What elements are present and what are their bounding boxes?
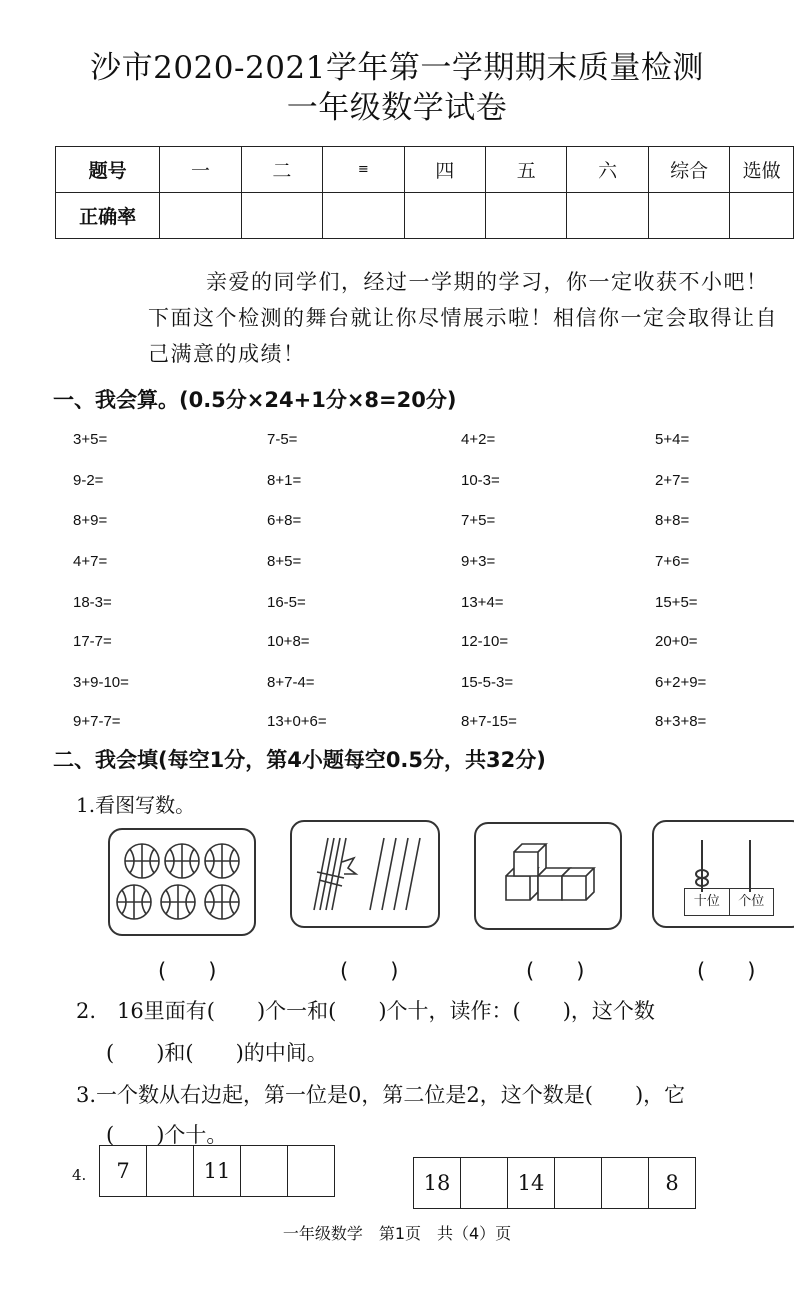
calc-problem[interactable]: 9+3= xyxy=(461,553,496,570)
calc-problem[interactable]: 8+3+8= xyxy=(655,713,707,730)
ones-place-label: 个位 xyxy=(738,894,765,909)
sequence-blank-cell[interactable] xyxy=(288,1146,335,1197)
score-col-6: 六 xyxy=(567,147,648,193)
score-cell[interactable] xyxy=(730,193,794,239)
q2-line1: 2. 16里面有( )个一和( )个十，读作：( )，这个数 xyxy=(76,999,655,1023)
score-table-header-row xyxy=(56,147,794,193)
basketball-picture xyxy=(108,828,256,936)
calc-problem[interactable]: 8+7-4= xyxy=(267,674,315,691)
calc-problem[interactable]: 17-7= xyxy=(73,633,112,650)
score-cell[interactable] xyxy=(323,193,404,239)
sequence-cell: 7 xyxy=(100,1146,147,1197)
sticks-bundle-icon xyxy=(292,822,438,926)
sequence-cell: 18 xyxy=(414,1158,461,1209)
sequence-blank-cell[interactable] xyxy=(241,1146,288,1197)
score-col-4: 四 xyxy=(404,147,485,193)
intro-paragraph: 亲爱的同学们，经过一学期的学习，你一定收获不小吧！下面这个检测的舞台就让你尽情展示啦！相信你一定会取得让自己满意的成绩！ xyxy=(148,270,778,366)
calc-problem[interactable]: 10-3= xyxy=(461,472,500,489)
calc-problem[interactable]: 8+1= xyxy=(267,472,302,489)
calc-problem[interactable]: 3+5= xyxy=(73,431,108,448)
score-cell[interactable] xyxy=(160,193,241,239)
calc-problem[interactable]: 18-3= xyxy=(73,594,112,611)
calc-problem[interactable]: 4+2= xyxy=(461,431,496,448)
calc-problem[interactable]: 6+8= xyxy=(267,512,302,529)
q1-answer-blank[interactable]: ( ) xyxy=(340,959,399,983)
calc-problem[interactable]: 12-10= xyxy=(461,633,509,650)
calc-problem[interactable]: 5+4= xyxy=(655,431,690,448)
number-sequence-2 xyxy=(413,1157,696,1209)
score-col-1: 一 xyxy=(160,147,241,193)
calc-problem[interactable]: 8+8= xyxy=(655,512,690,529)
section1-heading: 一、我会算。(0.5分×24+1分×8=20分) xyxy=(53,388,457,412)
calc-problem[interactable]: 10+8= xyxy=(267,633,310,650)
sequence-blank-cell[interactable] xyxy=(555,1158,602,1209)
q2-line2: ( )和( )的中间。 xyxy=(106,1041,328,1065)
score-col-5: 五 xyxy=(485,147,566,193)
score-row-label: 正确率 xyxy=(56,193,160,239)
cubes-icon xyxy=(476,824,620,928)
q3-line2: ( )个十。 xyxy=(106,1123,228,1147)
score-col-3: ≡ xyxy=(323,147,404,193)
sequence-blank-cell[interactable] xyxy=(602,1158,649,1209)
calc-problem[interactable]: 8+7-15= xyxy=(461,713,517,730)
number-sequence-1 xyxy=(99,1145,335,1197)
calc-problem[interactable]: 15-5-3= xyxy=(461,674,514,691)
score-col-2: 二 xyxy=(241,147,322,193)
calc-problem[interactable]: 9+7-7= xyxy=(73,713,121,730)
abacus-place-labels xyxy=(684,888,774,916)
score-table-rate-row xyxy=(56,193,794,239)
sequence-cell: 14 xyxy=(508,1158,555,1209)
sequence-cell: 11 xyxy=(194,1146,241,1197)
calc-problem[interactable]: 15+5= xyxy=(655,594,698,611)
calc-problem[interactable]: 13+4= xyxy=(461,594,504,611)
score-table xyxy=(55,146,794,239)
page-footer: 一年级数学 第1页 共（4）页 xyxy=(282,1224,512,1243)
sequence-blank-cell[interactable] xyxy=(461,1158,508,1209)
calc-problem[interactable]: 16-5= xyxy=(267,594,306,611)
calc-problem[interactable]: 6+2+9= xyxy=(655,674,707,691)
q1-answer-blank[interactable]: ( ) xyxy=(697,959,756,983)
score-cell[interactable] xyxy=(567,193,648,239)
cubes-picture xyxy=(474,822,622,930)
score-cell[interactable] xyxy=(404,193,485,239)
calc-problem[interactable]: 8+5= xyxy=(267,553,302,570)
sticks-picture xyxy=(290,820,440,928)
calc-problem[interactable]: 13+0+6= xyxy=(267,713,327,730)
score-header-label: 题号 xyxy=(56,147,160,193)
sequence-cell: 8 xyxy=(649,1158,696,1209)
q1-text: 1.看图写数。 xyxy=(76,793,196,817)
abacus-picture xyxy=(652,820,794,928)
calc-problem[interactable]: 20+0= xyxy=(655,633,698,650)
calc-problem[interactable]: 7+5= xyxy=(461,512,496,529)
score-cell[interactable] xyxy=(241,193,322,239)
q1-answer-blank[interactable]: ( ) xyxy=(158,959,217,983)
basketballs-icon xyxy=(110,830,254,934)
calc-problem[interactable]: 8+9= xyxy=(73,512,108,529)
calc-problem[interactable]: 2+7= xyxy=(655,472,690,489)
sequence-blank-cell[interactable] xyxy=(147,1146,194,1197)
tens-place-label: 十位 xyxy=(685,889,730,915)
score-col-7: 综合 xyxy=(648,147,729,193)
calc-problem[interactable]: 7-5= xyxy=(267,431,298,448)
calc-problem[interactable]: 7+6= xyxy=(655,553,690,570)
q4-label: 4. xyxy=(72,1166,87,1184)
calc-problem[interactable]: 9-2= xyxy=(73,472,104,489)
section2-heading: 二、我会填(每空1分，第4小题每空0.5分，共32分) xyxy=(53,748,546,772)
exam-title-line2: 一年级数学试卷 xyxy=(286,90,508,126)
q3-line1: 3.一个数从右边起，第一位是0，第二位是2，这个数是( )，它 xyxy=(76,1083,686,1107)
score-col-8: 选做 xyxy=(730,147,794,193)
score-cell[interactable] xyxy=(648,193,729,239)
calc-problem[interactable]: 4+7= xyxy=(73,553,108,570)
exam-title-line1: 沙市2020-2021学年第一学期期末质量检测 xyxy=(90,50,704,86)
calc-problem[interactable]: 3+9-10= xyxy=(73,674,129,691)
q1-answer-blank[interactable]: ( ) xyxy=(526,959,585,983)
score-cell[interactable] xyxy=(485,193,566,239)
